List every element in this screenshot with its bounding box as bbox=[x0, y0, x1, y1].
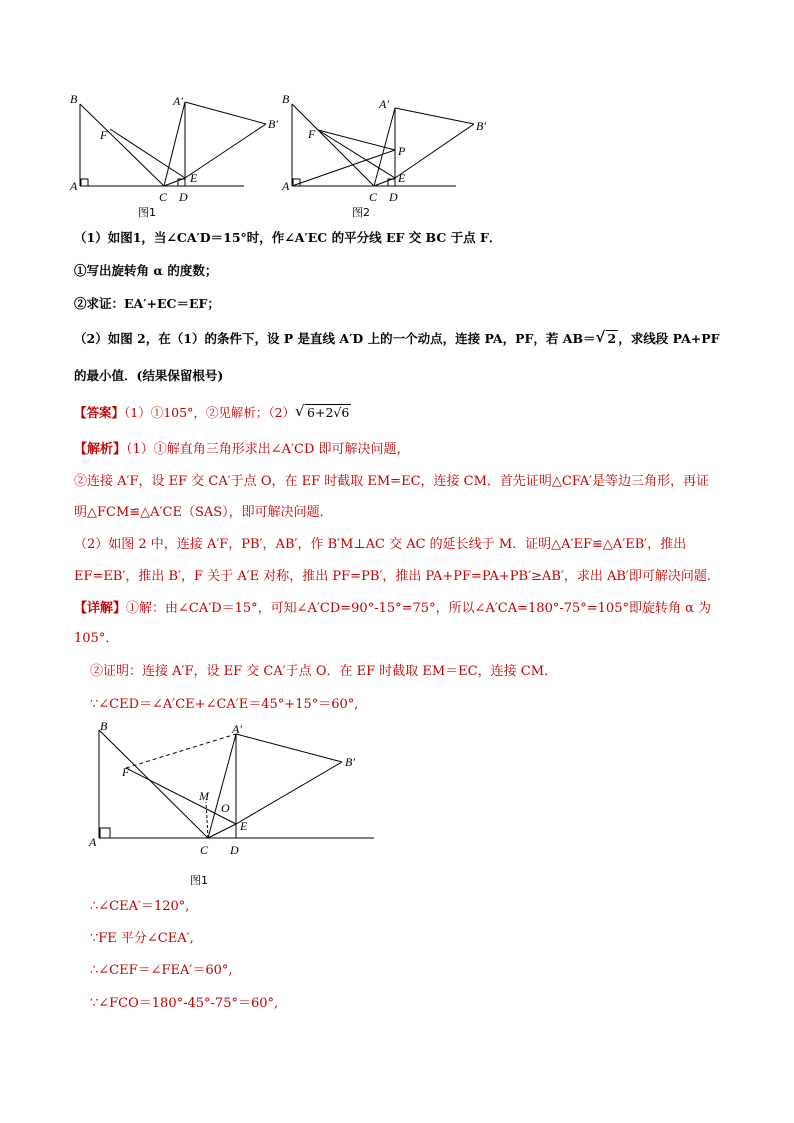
analysis-line1 bbox=[74, 440, 410, 460]
label-B-prime: B′ bbox=[268, 117, 278, 131]
question-part1-q1: ①写出旋转角 α 的度数； bbox=[74, 263, 218, 278]
label-C: C bbox=[369, 190, 378, 204]
label-P: P bbox=[398, 144, 406, 158]
detail-line2: 105°． bbox=[74, 631, 119, 646]
question-part2-c: 的最小值．(结果保留根号) bbox=[74, 368, 224, 383]
detail-text-1: ①解：由∠CA′D＝15°，可知∠A′CD=90°-15°=75°，所以∠A′CA=180°-75°=105°即旋转角 α 为 bbox=[126, 601, 712, 616]
label-D: D bbox=[389, 190, 398, 204]
question-part2-b: ，求线段 PA+PF bbox=[618, 331, 720, 346]
label-B: B bbox=[282, 92, 290, 106]
answer-sqrt-expr: 6+2√6 bbox=[307, 405, 350, 420]
label-D: D bbox=[179, 190, 188, 204]
label-B-prime: B′ bbox=[476, 119, 486, 133]
answer-label: 【答案】 bbox=[74, 405, 125, 420]
label-E: E bbox=[240, 819, 248, 833]
question-part2-line1 bbox=[74, 329, 720, 349]
analysis-label: 【解析】 bbox=[74, 442, 127, 457]
question-part1: （1）如图1，当∠CA′D＝15°时，作∠A′EC 的平分线 EF 交 BC 于点 F． bbox=[74, 230, 502, 245]
analysis-line3: 明△FCM≌△A′CE（SAS），即可解决问题． bbox=[74, 505, 333, 520]
figure-3-caption: 图1 bbox=[190, 874, 208, 887]
label-A-prime: A′ bbox=[173, 94, 183, 108]
detail-label: 【详解】 bbox=[74, 601, 127, 616]
analysis-line2: ②连接 A′F，设 EF 交 CA′于点 O，在 EF 时截取 EM=EC，连接 CM．首先证明△CFA′是等边三角形，再证 bbox=[74, 474, 710, 489]
label-A: A bbox=[89, 835, 97, 849]
detail-line4: ∵∠CED＝∠A′CE+∠CA′E＝45°+15°＝60°, bbox=[90, 697, 359, 712]
figure-3 bbox=[84, 718, 380, 890]
question-part1-q2: ②求证：EA′+EC＝EF； bbox=[74, 296, 220, 311]
label-F: F bbox=[122, 765, 130, 779]
detail-line8: ∵∠FCO＝180°-45°-75°＝60°, bbox=[90, 996, 279, 1011]
sqrt-2-radicand: 2 bbox=[607, 331, 617, 346]
label-B: B bbox=[100, 719, 108, 733]
figure-1-caption: 图1 bbox=[138, 206, 156, 219]
label-E: E bbox=[398, 171, 406, 185]
label-B: B bbox=[70, 92, 78, 106]
sqrt-2: √ 2 bbox=[595, 328, 617, 346]
label-A-prime: A′ bbox=[232, 722, 242, 736]
detail-line5: ∴∠CEA′＝120°, bbox=[90, 899, 190, 914]
answer-line bbox=[74, 403, 351, 423]
label-M: M bbox=[199, 789, 209, 803]
label-A-prime: A′ bbox=[379, 97, 389, 111]
analysis-line4: （2）如图 2 中，连接 A′F，PB′，AB′，作 B′M⊥AC 交 AC 的延长线于 M．证明△A′EF≌△A′EB′，推出 bbox=[74, 537, 687, 552]
analysis-text-1: （1）①解直角三角形求出∠A′CD 即可解决问题， bbox=[126, 442, 410, 457]
detail-line1 bbox=[74, 599, 711, 619]
detail-line3: ②证明：连接 A′F，设 EF 交 CA′于点 O．在 EF 时截取 EM＝EC，连接 CM． bbox=[90, 664, 558, 679]
figure-2-caption: 图2 bbox=[352, 206, 370, 219]
answer-sqrt: √ 6+2√6 bbox=[295, 402, 350, 420]
label-F: F bbox=[308, 127, 316, 141]
label-F: F bbox=[100, 128, 108, 142]
label-A: A bbox=[282, 179, 290, 193]
figure-1 bbox=[66, 88, 276, 223]
label-O: O bbox=[221, 801, 230, 815]
label-C: C bbox=[200, 843, 209, 857]
label-A: A bbox=[70, 179, 78, 193]
label-E: E bbox=[190, 171, 198, 185]
figure-2 bbox=[276, 88, 501, 223]
question-part2-a: （2）如图 2，在（1）的条件下，设 P 是直线 A′D 上的一个动点，连接 PA，PF，若 AB＝ bbox=[74, 331, 596, 346]
answer-text: （1）①105°，②见解析；（2） bbox=[124, 405, 296, 420]
label-D: D bbox=[230, 843, 239, 857]
label-C: C bbox=[159, 190, 168, 204]
detail-line7: ∴∠CEF＝∠FEA′＝60°, bbox=[90, 963, 233, 978]
label-B-prime: B′ bbox=[345, 755, 355, 769]
detail-line6: ∵FE 平分∠CEA′, bbox=[90, 931, 194, 946]
analysis-line5: EF=EB′，推出 B′，F 关于 A′E 对称，推出 PF=PB′，推出 PA+PF=PA+PB′≥AB′，求出 AB′即可解决问题． bbox=[74, 569, 720, 584]
